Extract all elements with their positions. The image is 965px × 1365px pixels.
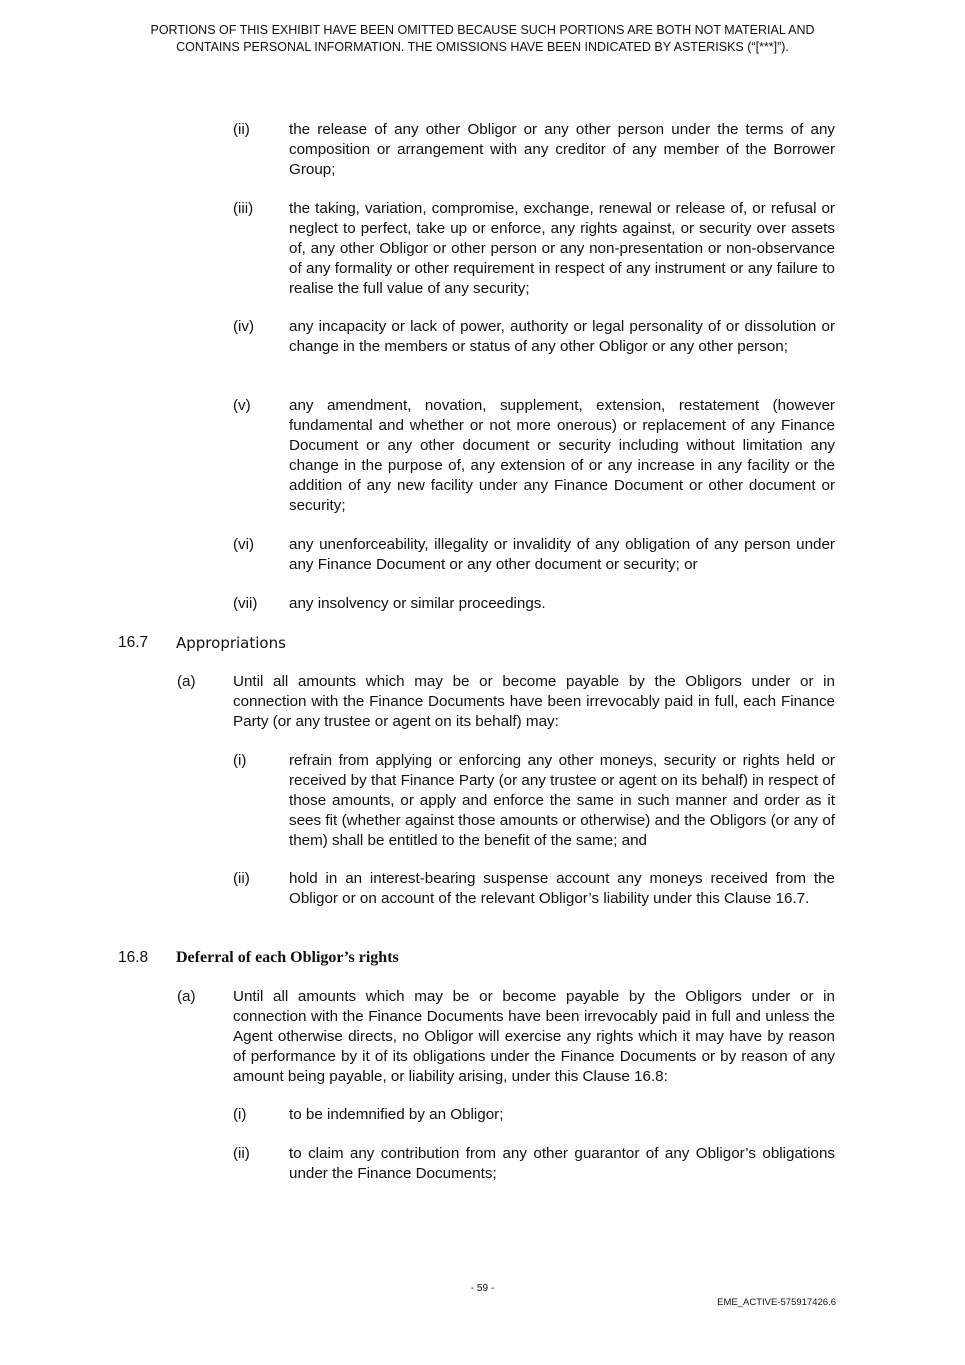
item-number: (i) <box>233 752 247 769</box>
item-text: Until all amounts which may be or become payable by the Obligors under or in connection with the Finance Documents have been irrevocably paid in full and unless the Agent otherwise directs, no Obligor will exercise any rights which it may have by reason of performance by it of its obligations under the Finance Documents or by reason of any amount being payable, or liability arising, under this Clause 16.8: <box>233 988 835 1085</box>
section-title: Appropriations <box>176 634 286 652</box>
item-text: refrain from applying or enforcing any other moneys, security or rights held or received by that Finance Party (or any trustee or agent on its behalf) in respect of those amounts, or apply and enforce the same in such manner and order as it sees fit (whether against those amounts or otherwise) and the Obligors (or any of them) shall be entitled to the benefit of the same; and <box>289 752 835 849</box>
item-number: (v) <box>233 397 251 414</box>
page-number: - 59 - <box>470 1283 495 1294</box>
item-text: to be indemnified by an Obligor; <box>289 1106 504 1123</box>
item-number: (vii) <box>233 595 258 612</box>
notice-line-2: CONTAINS PERSONAL INFORMATION. THE OMISSIONS HAVE BEEN INDICATED BY ASTERISKS (“[***]”). <box>176 40 789 54</box>
item-text: hold in an interest-bearing suspense account any moneys received from the Obligor or on account of the relevant Obligor’s liability under this Clause 16.7. <box>289 870 835 907</box>
item-number: (i) <box>233 1106 247 1123</box>
item-number: (a) <box>177 988 196 1005</box>
item-number: (vi) <box>233 536 255 553</box>
item-text: the taking, variation, compromise, exchange, renewal or release of, or refusal or neglect to perfect, take up or enforce, any rights against, or security over assets of, any other Obligor or other person or any non-presentation or non-observance of any formality or other requirement in respect of any instrument or any failure to realise the full value of any security; <box>289 200 835 297</box>
notice-line-1: PORTIONS OF THIS EXHIBIT HAVE BEEN OMITTED BECAUSE SUCH PORTIONS ARE BOTH NOT MATERIAL AND <box>150 23 815 37</box>
section-number: 16.7 <box>118 634 149 651</box>
item-number: (ii) <box>233 870 250 887</box>
document-reference: EME_ACTIVE-575917426.6 <box>717 1297 836 1308</box>
item-text: to claim any contribution from any other guarantor of any Obligor’s obligations under the Finance Documents; <box>289 1145 835 1182</box>
item-text: any amendment, novation, supplement, extension, restatement (however fundamental and whether or not more onerous) or replacement of any Finance Document or any other document or security including without limitation any change in the purpose of, any extension of or any increase in any facility or the addition of any new facility under any Finance Document or other document or security; <box>289 397 835 514</box>
item-text: any unenforceability, illegality or invalidity of any obligation of any person under any Finance Document or any other document or security; or <box>289 536 835 573</box>
item-number: (iii) <box>233 200 254 217</box>
item-text: any incapacity or lack of power, authority or legal personality of or dissolution or change in the members or status of any other Obligor or any other person; <box>289 318 835 355</box>
section-title: Deferral of each Obligor’s rights <box>176 949 399 966</box>
item-text: Until all amounts which may be or become payable by the Obligors under or in connection with the Finance Documents have been irrevocably paid in full, each Finance Party (or any trustee or agent on its behalf) may: <box>233 673 835 730</box>
item-number: (iv) <box>233 318 255 335</box>
item-text: the release of any other Obligor or any other person under the terms of any composition or arrangement with any creditor of any member of the Borrower Group; <box>289 121 835 178</box>
section-number: 16.8 <box>118 949 149 966</box>
item-number: (a) <box>177 673 196 690</box>
item-number: (ii) <box>233 121 250 138</box>
exhibit-redaction-notice <box>60 22 905 56</box>
item-text: any insolvency or similar proceedings. <box>289 595 546 612</box>
item-number: (ii) <box>233 1145 250 1162</box>
